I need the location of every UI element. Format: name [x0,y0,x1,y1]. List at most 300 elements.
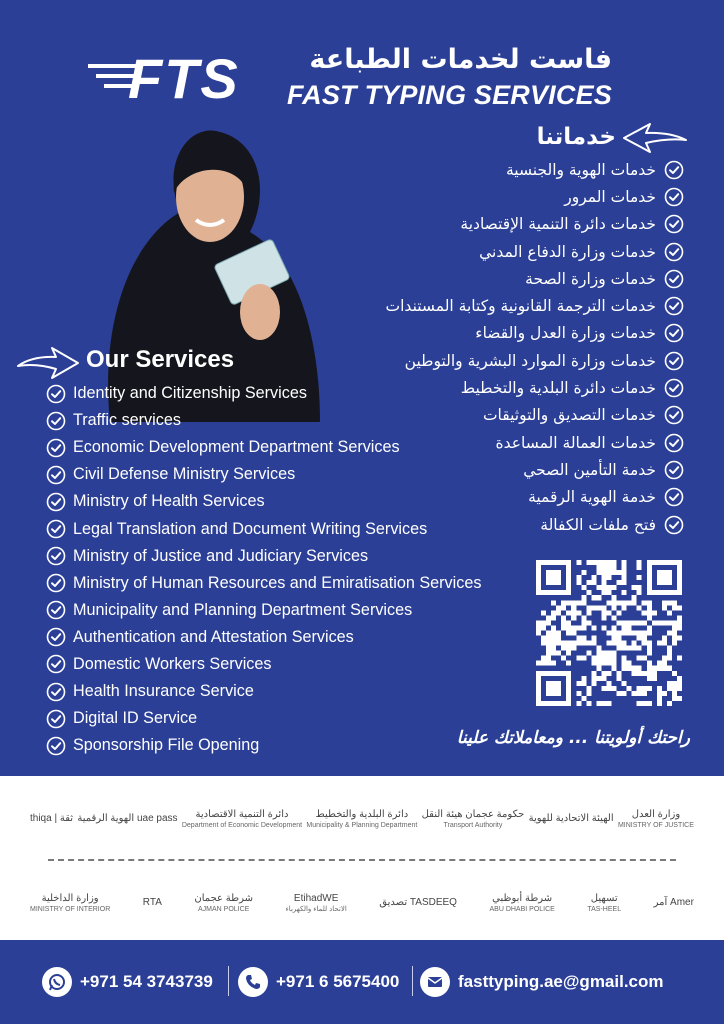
qr-module [637,636,642,641]
qr-module [556,651,561,656]
qr-module [581,696,586,701]
qr-module [642,600,647,605]
qr-module [617,676,622,681]
economic-development-logo [182,809,302,830]
arabic-service-label: خدمات دائرة التنمية الإقتصادية [460,215,656,234]
qr-module [576,701,581,706]
checkmark-icon [664,351,684,371]
partner-logo-text: شرطة أبوظبي [492,892,553,904]
qr-module [662,605,667,610]
partner-logo-text: دائرة البلدية والتخطيط [315,808,409,820]
qr-module [632,630,637,635]
qr-module [581,615,586,620]
qr-module [612,605,617,610]
qr-module [657,570,662,575]
qr-module [637,630,642,635]
qr-module [546,620,551,625]
qr-module [536,691,541,696]
qr-module [566,570,571,575]
qr-module [677,686,682,691]
qr-module [617,630,622,635]
checkmark-icon [46,384,66,404]
dashed-divider [48,859,676,861]
partner-logo-subtext: TAS-HEEL [587,905,622,913]
whatsapp-icon [42,967,72,997]
qr-module [622,691,627,696]
english-service-item [46,624,526,651]
arabic-service-label: خدمات وزارة العدل والقضاء [475,324,656,343]
abu-dhabi-police-logo [489,893,554,914]
qr-module [546,656,551,661]
qr-module [596,565,601,570]
qr-module [601,686,606,691]
qr-module [637,646,642,651]
qr-module [591,676,596,681]
partner-logo-text: RTA [142,897,162,908]
phone-icon [238,967,268,997]
checkmark-icon [664,405,684,425]
partner-logo-text: thiqa | ثقة [30,813,74,824]
english-services-list [46,380,526,759]
qr-module [551,560,556,565]
qr-module [662,636,667,641]
partner-logo-subtext: AJMAN POLICE [198,905,250,913]
qr-module [642,636,647,641]
qr-module [647,580,652,585]
qr-module [561,605,566,610]
tagline: راحتك أولويتنا ... ومعاملاتك علينا [456,728,690,748]
qr-module [561,701,566,706]
checkmark-icon [46,654,66,674]
arabic-service-item [264,320,684,347]
qr-module [617,636,622,641]
qr-module [566,620,571,625]
arabic-services-header [470,120,690,160]
qr-module [662,570,667,575]
qr-module [566,671,571,676]
qr-module [667,646,672,651]
partner-logo-subtext: ABU DHABI POLICE [489,905,555,913]
phone-contact[interactable] [238,964,399,1000]
qr-module [642,630,647,635]
arabic-service-label: خدمات وزارة الدفاع المدني [479,242,656,261]
qr-module [662,661,667,666]
qr-module [586,560,591,565]
qr-module [561,615,566,620]
qr-module [536,701,541,706]
qr-module [546,630,551,635]
thiqa-logo [30,813,73,825]
qr-module [647,625,652,630]
qr-module [632,595,637,600]
transport-authority-logo [422,809,525,830]
qr-module [657,560,662,565]
qr-module [672,560,677,565]
qr-module [551,646,556,651]
qr-code[interactable] [536,560,682,706]
fts-logo-text: FTS [128,47,240,110]
checkmark-icon [664,187,684,207]
qr-module [546,580,551,585]
qr-module [617,620,622,625]
qr-module [541,625,546,630]
qr-module [581,676,586,681]
qr-module [576,560,581,565]
qr-module [677,560,682,565]
qr-module [612,560,617,565]
qr-module [672,620,677,625]
contact-separator [228,966,229,996]
qr-module [576,610,581,615]
english-service-item [46,651,526,678]
qr-module [627,646,632,651]
qr-module [566,661,571,666]
qr-module [606,570,611,575]
qr-module [586,590,591,595]
contact-separator [412,966,413,996]
partner-logo-text: آمر Amer [653,897,694,908]
qr-module [586,580,591,585]
email-icon [420,967,450,997]
qr-module [601,610,606,615]
qr-module [596,570,601,575]
english-service-label: Sponsorship File Opening [73,736,260,755]
qr-module [606,641,611,646]
qr-module [642,610,647,615]
qr-module [596,595,601,600]
qr-module [647,570,652,575]
qr-module [657,666,662,671]
qr-module [657,691,662,696]
qr-module [612,600,617,605]
qr-module [546,615,551,620]
qr-module [632,600,637,605]
qr-module [546,651,551,656]
qr-module [612,625,617,630]
qr-module [667,560,672,565]
qr-module [667,570,672,575]
qr-module [672,671,677,676]
qr-module [546,575,551,580]
qr-module [581,600,586,605]
qr-module [536,676,541,681]
qr-module [556,610,561,615]
qr-module [612,651,617,656]
partner-logo-subtext: MINISTRY OF JUSTICE [617,821,694,829]
arabic-service-label: خدمات وزارة الصحة [525,269,656,288]
qr-module [541,610,546,615]
partner-logo-subtext: MINISTRY OF INTERIOR [30,905,111,913]
checkmark-icon [46,492,66,512]
checkmark-icon [46,438,66,458]
qr-module [632,666,637,671]
qr-module [546,661,551,666]
qr-module [662,600,667,605]
qr-module [536,560,541,565]
qr-module [551,630,556,635]
qr-module [576,575,581,580]
qr-module [546,701,551,706]
qr-module [627,686,632,691]
contact-footer [0,940,724,1024]
qr-module [566,701,571,706]
qr-module [647,610,652,615]
partner-logo-subtext: Municipality & Planning Department [306,821,418,829]
qr-module [536,590,541,595]
partner-logo-text: الهيئة الاتحادية للهوية [528,813,614,824]
english-service-item [46,597,526,624]
qr-module [556,630,561,635]
whatsapp-contact[interactable] [42,964,213,1000]
english-service-label: Domestic Workers Services [73,654,272,673]
qr-module [647,630,652,635]
qr-module [596,666,601,671]
qr-module [556,686,561,691]
partner-logo-subtext: Department of Economic Development [181,821,303,829]
english-service-item [46,570,526,597]
qr-module [647,600,652,605]
qr-module [617,641,622,646]
partner-logo-text: دائرة التنمية الاقتصادية [195,808,289,820]
qr-module [551,691,556,696]
qr-module [617,570,622,575]
arabic-service-item [264,238,684,265]
qr-module [591,671,596,676]
qr-module [667,600,672,605]
checkmark-icon [664,296,684,316]
checkmark-icon [46,411,66,431]
qr-module [576,636,581,641]
qr-module [591,681,596,686]
qr-module [566,646,571,651]
partner-logo-text: EtihadWE [293,892,339,904]
qr-module [672,636,677,641]
partner-logo-text: حكومة عجمان هيئة النقل [421,808,525,820]
qr-module [622,565,627,570]
checkmark-icon [664,378,684,398]
qr-module [601,651,606,656]
qr-module [672,600,677,605]
qr-module [536,580,541,585]
qr-module [591,656,596,661]
qr-module [551,681,556,686]
qr-module [677,570,682,575]
qr-module [571,641,576,646]
qr-module [601,580,606,585]
checkmark-icon [46,546,66,566]
email-contact[interactable] [420,964,664,1000]
qr-module [541,560,546,565]
arabic-service-label: خدمات المرور [564,187,656,206]
qr-module [677,585,682,590]
qr-module [657,701,662,706]
qr-module [652,666,657,671]
qr-module [586,691,591,696]
qr-module [581,595,586,600]
qr-module [536,585,541,590]
qr-module [612,656,617,661]
qr-module [657,575,662,580]
qr-module [652,671,657,676]
qr-module [541,656,546,661]
qr-module [677,615,682,620]
qr-module [657,580,662,585]
qr-module [637,620,642,625]
brand-english: FAST TYPING SERVICES [286,80,612,110]
qr-module [667,666,672,671]
qr-module [606,610,611,615]
qr-module [561,590,566,595]
qr-module [622,656,627,661]
arabic-service-item [264,156,684,183]
checkmark-icon [664,487,684,507]
english-service-item [46,543,526,570]
qr-module [541,661,546,666]
qr-module [551,590,556,595]
qr-module [536,575,541,580]
qr-module [586,651,591,656]
english-service-item [46,434,526,461]
qr-module [606,656,611,661]
qr-module [576,656,581,661]
phone-number: +971 6 5675400 [276,972,400,991]
qr-module [591,580,596,585]
qr-module [541,636,546,641]
english-service-label: Identity and Citizenship Services [73,384,307,403]
qr-module [662,620,667,625]
qr-module [637,575,642,580]
qr-module [662,575,667,580]
qr-module [551,610,556,615]
qr-module [612,595,617,600]
qr-module [551,580,556,585]
english-service-label: Municipality and Planning Department Services [73,600,413,619]
qr-module [617,600,622,605]
qr-module [647,671,652,676]
qr-module [632,671,637,676]
qr-module [622,620,627,625]
qr-module [606,671,611,676]
qr-module [677,656,682,661]
qr-module [551,615,556,620]
fts-logo [88,44,278,110]
qr-module [617,610,622,615]
qr-module [677,636,682,641]
qr-module [667,701,672,706]
qr-module [581,681,586,686]
qr-module [622,575,627,580]
qr-module [601,676,606,681]
qr-module [561,600,566,605]
qr-module [637,565,642,570]
partner-logos-row-2 [30,870,694,936]
qr-module [627,661,632,666]
qr-module [642,656,647,661]
qr-module [601,661,606,666]
qr-module [606,701,611,706]
qr-module [622,630,627,635]
tasheel-logo [587,893,621,914]
qr-module [561,625,566,630]
checkmark-icon [664,214,684,234]
arabic-service-item [264,211,684,238]
qr-module [647,651,652,656]
qr-module [561,656,566,661]
qr-module [566,590,571,595]
qr-module [546,641,551,646]
qr-module [556,691,561,696]
qr-module [541,671,546,676]
checkmark-icon [664,433,684,453]
qr-module [647,701,652,706]
whatsapp-number: +971 54 3743739 [80,972,213,991]
amer-logo [654,897,694,909]
qr-module [551,701,556,706]
qr-module [672,691,677,696]
qr-module [637,585,642,590]
checkmark-icon [46,519,66,539]
qr-module [566,686,571,691]
qr-module [546,671,551,676]
qr-module [677,565,682,570]
qr-module [647,666,652,671]
qr-module [672,625,677,630]
qr-module [662,590,667,595]
qr-module [601,585,606,590]
qr-module [657,590,662,595]
qr-module [566,630,571,635]
qr-module [667,630,672,635]
qr-module [566,580,571,585]
qr-module [546,686,551,691]
qr-module [662,666,667,671]
partner-logo-subtext: الاتحاد للماء والكهرباء [285,905,347,913]
qr-module [647,590,652,595]
arabic-service-label: خدمات الهوية والجنسية [505,160,656,179]
english-service-label: Ministry of Health Services [73,492,265,511]
qr-module [591,625,596,630]
qr-module [581,570,586,575]
qr-module [571,610,576,615]
qr-module [627,630,632,635]
qr-module [586,605,591,610]
qr-module [622,590,627,595]
qr-module [561,620,566,625]
qr-module [596,701,601,706]
qr-module [566,696,571,701]
qr-module [566,565,571,570]
qr-module [551,625,556,630]
qr-module [657,686,662,691]
arabic-service-item [264,265,684,292]
qr-module [622,625,627,630]
qr-module [622,600,627,605]
qr-module [551,636,556,641]
qr-module [662,560,667,565]
qr-module [536,570,541,575]
english-service-label: Legal Translation and Document Writing Services [73,519,428,538]
checkmark-icon [664,160,684,180]
checkmark-icon [664,269,684,289]
qr-module [601,625,606,630]
qr-module [622,570,627,575]
qr-module [612,636,617,641]
partner-logos-row-1 [30,784,694,854]
qr-module [672,686,677,691]
qr-module [606,565,611,570]
english-service-label: Digital ID Service [73,709,198,728]
qr-module [606,651,611,656]
